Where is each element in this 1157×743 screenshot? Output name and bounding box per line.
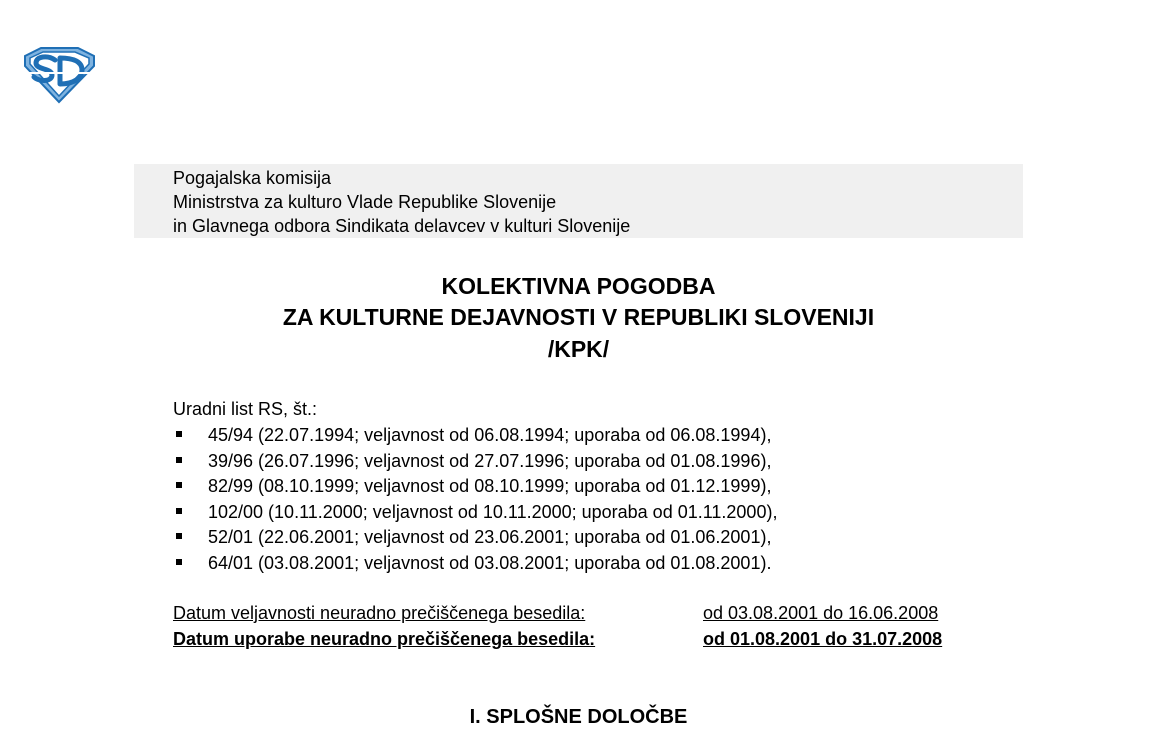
validity-date-value: od 03.08.2001 do 16.06.2008 xyxy=(703,603,939,623)
gazette-entry: 45/94 (22.07.1994; veljavnost od 06.08.1994; uporaba od 06.08.1994), xyxy=(208,425,772,445)
sd-logo-icon xyxy=(22,46,96,104)
header-line: in Glavnega odbora Sindikata delavcev v kulturi Slovenije xyxy=(173,216,631,236)
gazette-entry: 102/00 (10.11.2000; veljavnost od 10.11.2000; uporaba od 01.11.2000), xyxy=(208,501,778,522)
bullet-square-icon xyxy=(176,559,182,565)
header-line: Ministrstva za kulturo Vlade Republike Slovenije xyxy=(173,192,557,212)
negotiating-committee-header xyxy=(134,164,1023,238)
bullet-square-icon xyxy=(176,431,182,437)
gazette-label: Uradni list RS, št.: xyxy=(173,399,318,419)
document-title-line: ZA KULTURNE DEJAVNOSTI V REPUBLIKI SLOVENIJI xyxy=(282,304,875,330)
header-line: Pogajalska komisija xyxy=(173,168,332,188)
application-date-value: od 01.08.2001 do 31.07.2008 xyxy=(703,629,943,649)
bullet-square-icon xyxy=(176,482,182,488)
bullet-square-icon xyxy=(176,533,182,539)
document-title-abbreviation: /KPK/ xyxy=(547,336,610,362)
bullet-square-icon xyxy=(176,457,182,463)
bullet-square-icon xyxy=(176,508,182,514)
gazette-entry: 64/01 (03.08.2001; veljavnost od 03.08.2001; uporaba od 01.08.2001). xyxy=(208,552,772,573)
section-heading: I. SPLOŠNE DOLOČBE xyxy=(469,706,688,728)
validity-date-label: Datum veljavnosti neuradno prečiščenega besedila: xyxy=(173,603,586,623)
gazette-entry: 82/99 (08.10.1999; veljavnost od 08.10.1999; uporaba od 01.12.1999), xyxy=(208,476,772,497)
gazette-entry: 39/96 (26.07.1996; veljavnost od 27.07.1996; uporaba od 01.08.1996), xyxy=(208,450,772,471)
application-date-label: Datum uporabe neuradno prečiščenega besedila: xyxy=(173,629,596,649)
document-title-line: KOLEKTIVNA POGODBA xyxy=(441,273,716,299)
gazette-entry: 52/01 (22.06.2001; veljavnost od 23.06.2001; uporaba od 01.06.2001), xyxy=(208,527,772,548)
